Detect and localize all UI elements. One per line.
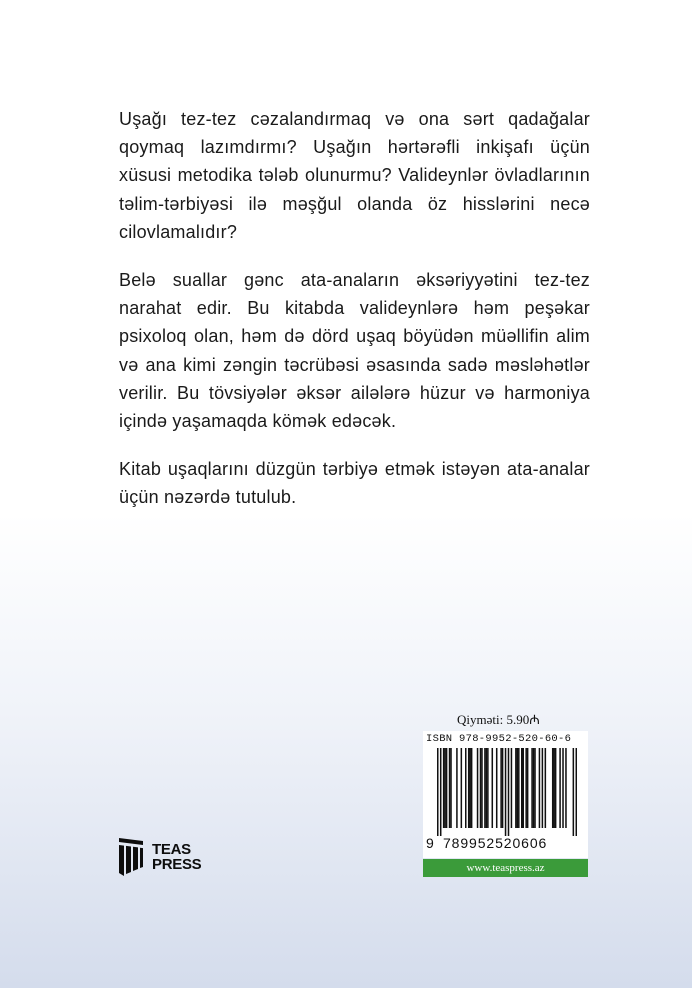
barcode-bar xyxy=(545,748,547,828)
barcode-bar xyxy=(573,748,575,836)
barcode-bar xyxy=(446,748,448,828)
barcode-bar xyxy=(511,748,513,828)
barcode-bar xyxy=(539,748,541,828)
isbn-label: ISBN 978-9952-520-60-6 xyxy=(426,733,572,745)
publisher-name-line2: PRESS xyxy=(152,856,202,873)
barcode-bar xyxy=(517,748,519,828)
barcode-bar xyxy=(552,748,554,828)
barcode-bar xyxy=(437,748,439,836)
barcode-bar xyxy=(484,748,486,828)
barcode-bar xyxy=(449,748,451,828)
barcode-bar xyxy=(502,748,504,828)
barcode-bar xyxy=(450,748,452,828)
blurb-paragraph-3: Kitab uşaqlarını düzgün tərbiyə etmək istəyən ata-analar üçün nəzərdə tutulub. xyxy=(119,459,590,508)
barcode-bar xyxy=(456,748,458,828)
blurb-paragraph-2: Belə suallar gənc ata-anaların əksəriyyətini tez-tez narahat edir. Bu kitabda valideynlərə həm peşəkar psixoloq olan, həm də dörd uşaq böyüdən müəllifin alim və ana kimi zəngin təcrübəsi əsasında sadə məsləhətlər verilir. Bu tövsiyələr əksər ailələrə hüzur və harmoniya içində yaşamaqda kömək edəcək. xyxy=(119,270,590,432)
blurb-paragraph-1: Uşağı tez-tez cəzalandırmaq və ona sərt qadağalar qoymaq lazımdırmı? Uşağın hərtərəfli inkişafı üçün xüsusi metodika tələb olunurmu? Valideynlər övladlarının təlim-tərbiyəsi ilə məşğul olanda öz hisslərini necə cilovlamalıdır? xyxy=(119,109,590,242)
barcode-bar xyxy=(444,748,446,828)
barcode-bar xyxy=(468,748,470,828)
barcode-bar xyxy=(461,748,463,828)
barcode-bar xyxy=(465,748,467,828)
barcode-bar xyxy=(496,748,498,828)
barcode-bar xyxy=(500,748,502,828)
barcode-bar xyxy=(522,748,524,828)
barcode-bar xyxy=(559,748,561,828)
barcode-bar xyxy=(505,748,507,836)
barcode-bar xyxy=(487,748,489,828)
barcode-bar xyxy=(533,748,535,828)
barcode-bar xyxy=(481,748,483,828)
barcode-bar xyxy=(527,748,529,828)
barcode-bar xyxy=(440,748,442,836)
barcode-bar xyxy=(525,748,527,828)
price-label: Qiymәti: 5.90₼ xyxy=(457,712,540,727)
ean-first-digit: 9 xyxy=(426,835,434,851)
barcode-bar xyxy=(443,748,445,828)
barcode-bar xyxy=(576,748,577,836)
publisher-name-line1: TEAS xyxy=(152,841,191,858)
barcode-bars xyxy=(437,748,577,836)
barcode-bar xyxy=(542,748,544,828)
isbn-barcode xyxy=(423,731,588,858)
barcode-bar xyxy=(508,748,510,836)
publisher-website[interactable]: www.teaspress.az xyxy=(423,859,588,877)
barcode-bar xyxy=(477,748,479,828)
barcode-bar xyxy=(515,748,517,828)
barcode-bar xyxy=(471,748,473,828)
ean-digits: 789952520606 xyxy=(443,835,548,851)
barcode-bar xyxy=(553,748,555,828)
barcode-bar xyxy=(565,748,567,828)
publisher-name xyxy=(152,842,201,872)
barcode-bar xyxy=(521,748,523,828)
barcode-bar xyxy=(492,748,494,828)
barcode-bar xyxy=(531,748,533,828)
barcode-bar xyxy=(518,748,520,828)
barcode-bar xyxy=(555,748,557,828)
teas-press-logo-icon xyxy=(117,836,147,878)
barcode-bar xyxy=(486,748,488,828)
publisher-logo xyxy=(117,832,207,882)
barcode-bar xyxy=(469,748,471,828)
barcode-bar xyxy=(480,748,482,828)
back-cover-blurb xyxy=(119,105,590,532)
barcode-bar xyxy=(562,748,564,828)
barcode-bar xyxy=(534,748,536,828)
